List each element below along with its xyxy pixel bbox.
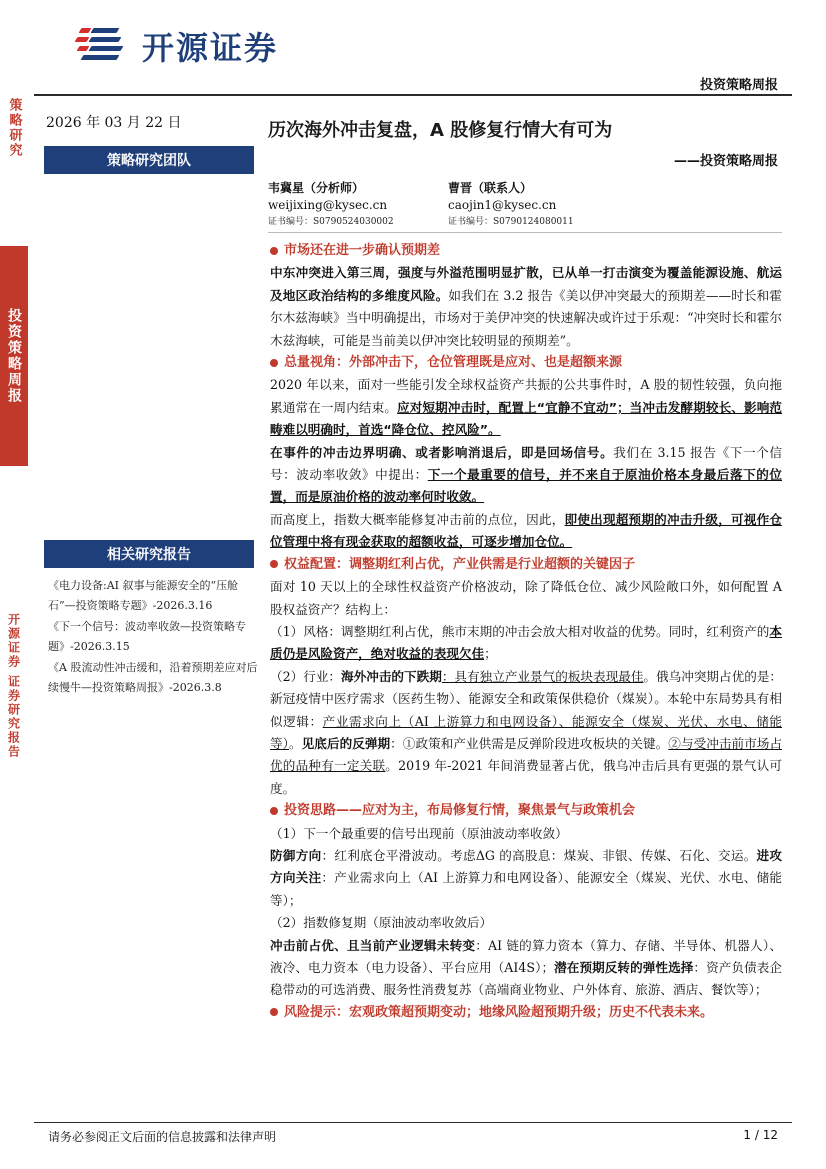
paragraph: 防御方向：红利底仓平滑波动。考虑ΔG 的高股息：煤炭、非银、传媒、石化、交运。进攻方向关注：产业需求向上（AI 上游算力和电网设备）、能源安全（煤炭、光伏、水电、储能等）； <box>270 847 783 908</box>
paragraph: 中东冲突进入第三周，强度与外溢范围明显扩散，已从单一打击演变为覆盖能源设施、航运及地区政治结构的多维度风险。如我们在 3.2 报告《美以伊冲突最大的预期差——时长和霍尔木兹海峡》当中明确提出，市场对于美伊冲突的快速解决或许过于乐观：“冲突时长和霍尔木兹海峡，可能是当前美以伊冲突比较明显的预期差”。 <box>270 265 783 348</box>
analyst-cert: 证书编号：S0790124080011 <box>448 217 574 227</box>
analyst-divider <box>268 232 782 233</box>
side-tab-footer: 开源证券 证券研究报告 <box>6 612 21 760</box>
header-tag: 投资策略周报 <box>699 78 778 93</box>
analyst-email[interactable]: caojin1@kysec.cn <box>448 198 557 212</box>
related-report-item[interactable]: 《电力设备:AI 叙事与能源安全的“压舱石”—投资策略专题》-2026.3.16 <box>48 579 239 612</box>
analyst-name: 韦冀星（分析师） <box>268 181 365 195</box>
side-tab-strategy: 策略研究 <box>6 98 22 158</box>
report-title: 历次海外冲击复盘，A 股修复行情大有可为 <box>268 120 613 141</box>
brand-name: 开源证券 <box>142 29 279 67</box>
section-heading: 风险提示：宏观政策超预期变动；地缘风险超预期升级；历史不代表未来。 <box>270 1002 782 1024</box>
report-body <box>270 240 782 1024</box>
section-heading: 市场还在进一步确认预期差 <box>270 240 782 262</box>
paragraph: （2）指数修复期（原油波动率收敛后） <box>270 915 493 931</box>
logo-mark-icon <box>76 24 138 68</box>
paragraph: 面对 10 天以上的全球性权益资产价格波动，除了降低仓位、减少风险敞口外，如何配置 A 股权益资产？结构上： <box>270 579 782 617</box>
page-number: 1 / 12 <box>743 1128 778 1142</box>
related-report-item[interactable]: 《A 股流动性冲击缓和，沿着预期差应对后续慢牛—投资策略周报》-2026.3.8 <box>48 661 258 694</box>
report-subtitle: ——投资策略周报 <box>673 154 778 169</box>
analyst-name: 曹晋（联系人） <box>448 181 533 195</box>
team-banner: 策略研究团队 <box>44 146 254 174</box>
brand-logo <box>76 24 278 68</box>
bullet-icon <box>270 1008 278 1016</box>
analyst-card <box>268 180 394 231</box>
paragraph: （1）下一个最重要的信号出现前（原油波动率收敛） <box>270 825 568 841</box>
bullet-icon <box>270 560 278 568</box>
related-report-item[interactable]: 《下一个信号：波动率收敛—投资策略专题》-2026.3.15 <box>48 620 246 653</box>
header-divider <box>34 94 792 96</box>
analyst-email[interactable]: weijixing@kysec.cn <box>268 198 388 212</box>
paragraph: 冲击前占优、且当前产业逻辑未转变：AI 链的算力资本（算力、存储、半导体、机器人）、液冷、电力资本（电力设备）、平台应用（AI4S）；潜在预期反转的弹性选择：资产负债表企稳带动的可选消费、服务性消费复苏（高端商业物业、户外体育、旅游、酒店、餐饮等）； <box>270 937 782 998</box>
paragraph: 2020 年以来，面对一些能引发全球权益资产共振的公共事件时，A 股的韧性较强，负向拖累通常在一周内结束。应对短期冲击时，配置上“宜静不宜动”；当冲击发酵期较长、影响范畴难以明确时，首选“降仓位、控风险”。 <box>270 377 783 438</box>
analyst-card <box>448 180 574 231</box>
paragraph: （1）风格：调整期红利占优，熊市末期的冲击会放大相对收益的优势。同时，红利资产的本质仍是风险资产，绝对收益的表现欠佳； <box>270 623 782 662</box>
related-banner: 相关研究报告 <box>44 540 254 568</box>
report-date: 2026 年 03 月 22 日 <box>46 115 182 131</box>
bullet-icon <box>270 807 278 815</box>
footer-divider <box>34 1122 792 1123</box>
bullet-icon <box>270 359 278 367</box>
side-tab-weekly: 投资策略周报 <box>0 246 28 466</box>
paragraph: 而高度上，指数大概率能修复冲击前的点位，因此，即使出现超预期的冲击升级，可视作仓位管理中将有现金获取的超额收益，可逐步增加仓位。 <box>270 511 783 550</box>
section-heading: 总量视角：外部冲击下，仓位管理既是应对、也是超额来源 <box>270 352 782 374</box>
paragraph: 在事件的冲击边界明确、或者影响消退后，即是回场信号。我们在 3.15 报告《下一个信号：波动率收敛》中提出：下一个最重要的信号，并不来自于原油价格本身最后落下的位置，而是原油价格的波动率何时收敛。 <box>270 444 783 505</box>
footer-disclaimer[interactable]: 请务必参阅正文后面的信息披露和法律声明 <box>48 1130 277 1144</box>
bullet-icon <box>270 247 278 255</box>
analyst-cert: 证书编号：S0790524030002 <box>268 217 394 227</box>
paragraph: （2）行业：海外冲击的下跌期：具有独立产业景气的板块表现最佳。俄乌冲突期占优的是：新冠疫情中医疗需求（医药生物）、能源安全和政策保供稳价（煤炭）。本轮中东局势具有相似逻辑：产业需求向上（AI 上游算力和电网设备）、能源安全（煤炭、光伏、水电、储能等）。见底后的反弹期：①政策和产业供需是反弹阶段进攻板块的关键。②与受冲击前市场占优的品种有一定关联。2019 年-2021 年间消费显著占优，俄乌冲击后具有更强的景气认可度。 <box>270 668 783 796</box>
section-heading: 投资思路——应对为主，布局修复行情，聚焦景气与政策机会 <box>270 800 782 822</box>
related-reports-list <box>48 576 258 699</box>
section-heading: 权益配置：调整期红利占优，产业供需是行业超额的关键因子 <box>270 554 782 576</box>
